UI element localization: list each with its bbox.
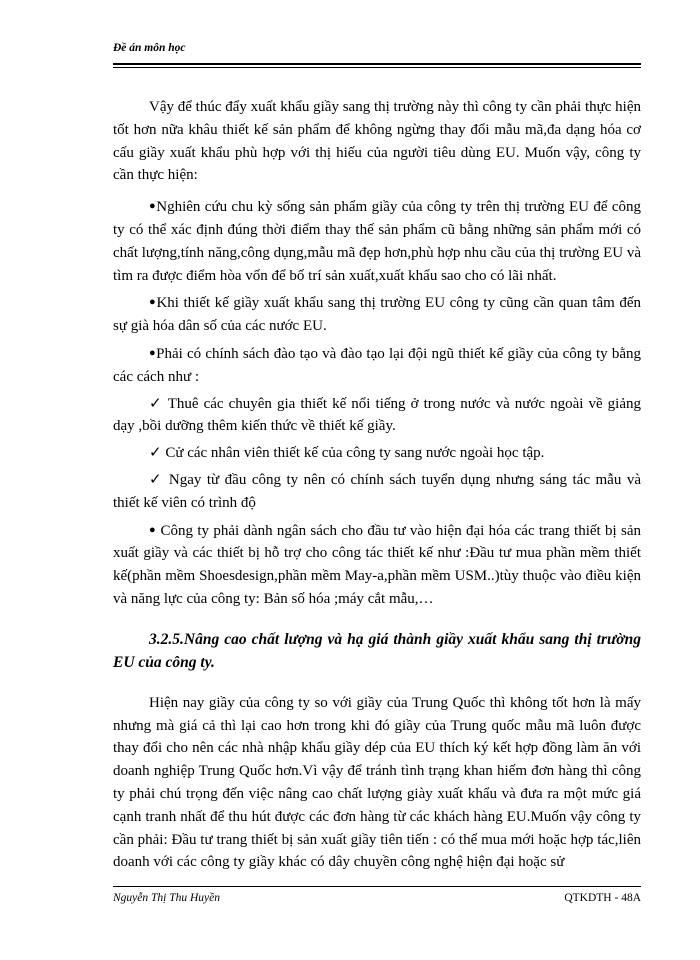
header-rule xyxy=(113,63,641,68)
bullet-item-4 xyxy=(113,519,641,611)
bullet-text: Khi thiết kế giầy xuất khẩu sang thị trường EU công ty cũng cần quan tâm đến sự già hóa dân số của các nước EU. xyxy=(113,295,641,335)
footer-class-code: QTKDTH - 48A xyxy=(564,892,641,904)
bullet-item-2 xyxy=(113,291,641,338)
section-heading: 3.2.5.Nâng cao chất lượng và hạ giá thành giầy xuất khẩu sang thị trường EU của công ty. xyxy=(113,630,641,671)
bullet-item-1 xyxy=(113,195,641,287)
check-text: Ngay từ đầu công ty nên có chính sách tuyển dụng nhưng sáng tác mẫu và thiết kế viên có trình độ xyxy=(113,471,642,511)
check-icon: ✓ xyxy=(149,471,164,488)
body-text xyxy=(113,96,641,874)
check-item-3 xyxy=(113,469,641,515)
check-text: Cử các nhân viên thiết kế của công ty sang nước ngoài học tập. xyxy=(165,445,545,462)
check-item-2 xyxy=(113,442,641,465)
footer-rule xyxy=(113,886,641,887)
check-item-1 xyxy=(113,393,641,439)
intro-paragraph: Vậy để thúc đẩy xuất khẩu giầy sang thị trường này thì công ty cần phải thực hiện tốt hơn nữa khâu thiết kế sản phẩm để không ngừng thay đổi mẫu mã,đa dạng hóa cơ cấu giầy xuất khẩu phù hợp với thị hiếu của người tiêu dùng EU. Muốn vậy, công ty cần thực hiện: xyxy=(113,99,641,184)
check-icon: ✓ xyxy=(149,445,162,462)
bullet-text: Nghiên cứu chu kỳ sống sản phẩm giầy của công ty trên thị trường EU để công ty có thể xác định đúng thời điểm thay thế sản phẩm cũ bằng những sản phẩm mới có chất lượng,tính năng,công dụng,mẫu mã đẹp hơn,phù hợp nhu cầu của thị trường EU và tìm ra được điểm hòa vốn để bố trí sản xuất,xuất khẩu sao cho có lãi nhất. xyxy=(113,199,641,284)
bullet-text: Công ty phải dành ngân sách cho đầu tư vào hiện đại hóa các trang thiết bị sản xuất giầy và các thiết bị hỗ trợ cho công tác thiết kế như :Đầu tư mua phần mềm thiết kế(phần mềm Shoesdesign,phần mềm May-a,phần mềm USM..)tùy thuộc vào điều kiện và năng lực của công ty: Bản số hóa ;máy cắt mẫu,… xyxy=(113,522,641,607)
check-text: Thuê các chuyên gia thiết kế nổi tiếng ở trong nước và nước ngoài về giảng dạy ,bồi dưỡng thêm kiến thức về thiết kế giầy. xyxy=(113,395,641,435)
header-title: Đề án môn học xyxy=(113,42,186,54)
closing-paragraph: Hiện nay giầy của công ty so với giầy của Trung Quốc thì không tốt hơn là mấy nhưng mà giá cả thì lại cao hơn trong khi đó giầy của Trung quốc mẫu mã luôn được thay đổi cho nên các nhà nhập khẩu giầy dép của EU thích ký kết hợp đồng làm ăn với doanh nghiệp Trung Quốc hơn.Vì vậy để tránh tình trạng khan hiếm đơn hàng thì công ty phải chú trọng đến việc nâng cao chất lượng giày xuất khẩu và đưa ra một mức giá cạnh tranh nhất để thu hút được các đơn hàng từ các khách hàng EU.Muốn vậy công ty cần phải: Đầu tư trang thiết bị sản xuất giầy tiên tiến : có thể mua mới hoặc hợp tác,liên doanh với các công ty giầy khác có dây chuyền công nghệ hiện đại hoặc sử xyxy=(113,694,641,871)
bullet-item-3 xyxy=(113,342,641,389)
bullet-icon: ● xyxy=(149,523,157,536)
check-icon: ✓ xyxy=(149,395,163,412)
footer-author: Nguyễn Thị Thu Huyền xyxy=(113,892,221,904)
bullet-icon: ● xyxy=(149,296,157,309)
bullet-icon: ● xyxy=(149,346,157,359)
bullet-icon: ● xyxy=(149,200,157,213)
bullet-text: Phải có chính sách đào tạo và đào tạo lại đội ngũ thiết kế giầy của công ty bằng các cách như : xyxy=(113,345,641,385)
